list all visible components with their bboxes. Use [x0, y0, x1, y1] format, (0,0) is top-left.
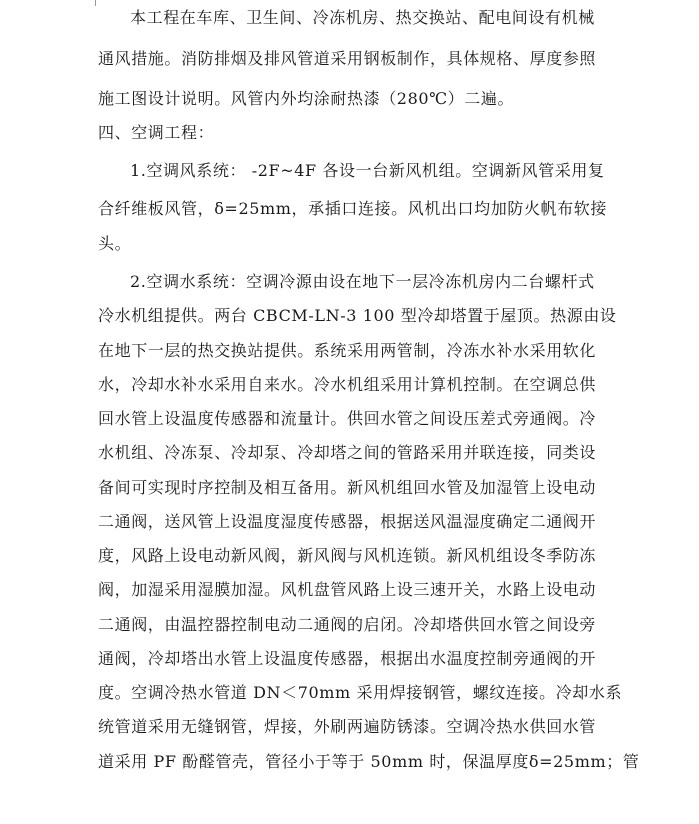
text-line: 本工程在车库、卫生间、冷冻机房、热交换站、配电间设有机械	[130, 8, 595, 27]
text-line: 阀，加湿采用湿膜加湿。风机盘管风路上设三速开关，水路上设电动	[98, 580, 597, 599]
text-line: 合纤维板风管，δ=25mm，承插口连接。风机出口均加防火帆布软接	[98, 199, 607, 218]
text-line: 施工图设计说明。风管内外均涂耐热漆（280℃）二遍。	[98, 89, 515, 108]
text-line: 统管道采用无缝钢管，焊接，外刷两遍防锈漆。空调冷热水供回水管	[98, 717, 597, 736]
text-line: 水，冷却水补水采用自来水。冷水机组采用计算机控制。在空调总供	[98, 375, 597, 394]
text-line: 2.空调水系统：空调冷源由设在地下一层冷冻机房内二台螺杆式	[130, 272, 595, 291]
text-line: 度。空调冷热水管道 DN＜70mm 采用焊接钢管，螺纹连接。冷却水系	[98, 683, 623, 702]
text-line: 度，风路上设电动新风阀，新风阀与风机连锁。新风机组设冬季防冻	[98, 546, 597, 565]
page-corner-mark	[95, 0, 96, 6]
text-line: 二通阀，由温控器控制电动二通阀的启闭。冷却塔供回水管之间设旁	[98, 615, 597, 634]
text-line: 冷水机组提供。两台 CBCM-LN-3 100 型冷却塔置于屋顶。热源由设	[98, 306, 617, 325]
section-heading: 四、空调工程：	[98, 123, 215, 142]
text-line: 通阀，冷却塔出水管上设温度传感器，根据出水温度控制旁通阀的开	[98, 649, 597, 668]
text-line: 备间可实现时序控制及相互备用。新风机组回水管及加湿管上设电动	[98, 478, 597, 497]
text-line: 1.空调风系统： -2F~4F 各设一台新风机组。空调新风管采用复	[130, 161, 605, 180]
text-line: 二通阀，送风管上设温度湿度传感器，根据送风温湿度确定二通阀开	[98, 512, 597, 531]
text-line: 在地下一层的热交换站提供。系统采用两管制，冷冻水补水采用软化	[98, 341, 597, 360]
text-line: 回水管上设温度传感器和流量计。供回水管之间设压差式旁通阀。冷	[98, 409, 597, 428]
text-line: 道采用 PF 酚醛管壳，管径小于等于 50mm 时，保温厚度δ=25mm；管	[98, 752, 640, 771]
text-line: 头。	[98, 234, 132, 253]
text-line: 通风措施。消防排烟及排风管道采用钢板制作，具体规格、厚度参照	[98, 49, 597, 68]
text-line: 水机组、冷冻泵、冷却泵、冷却塔之间的管路采用并联连接，同类设	[98, 443, 597, 462]
